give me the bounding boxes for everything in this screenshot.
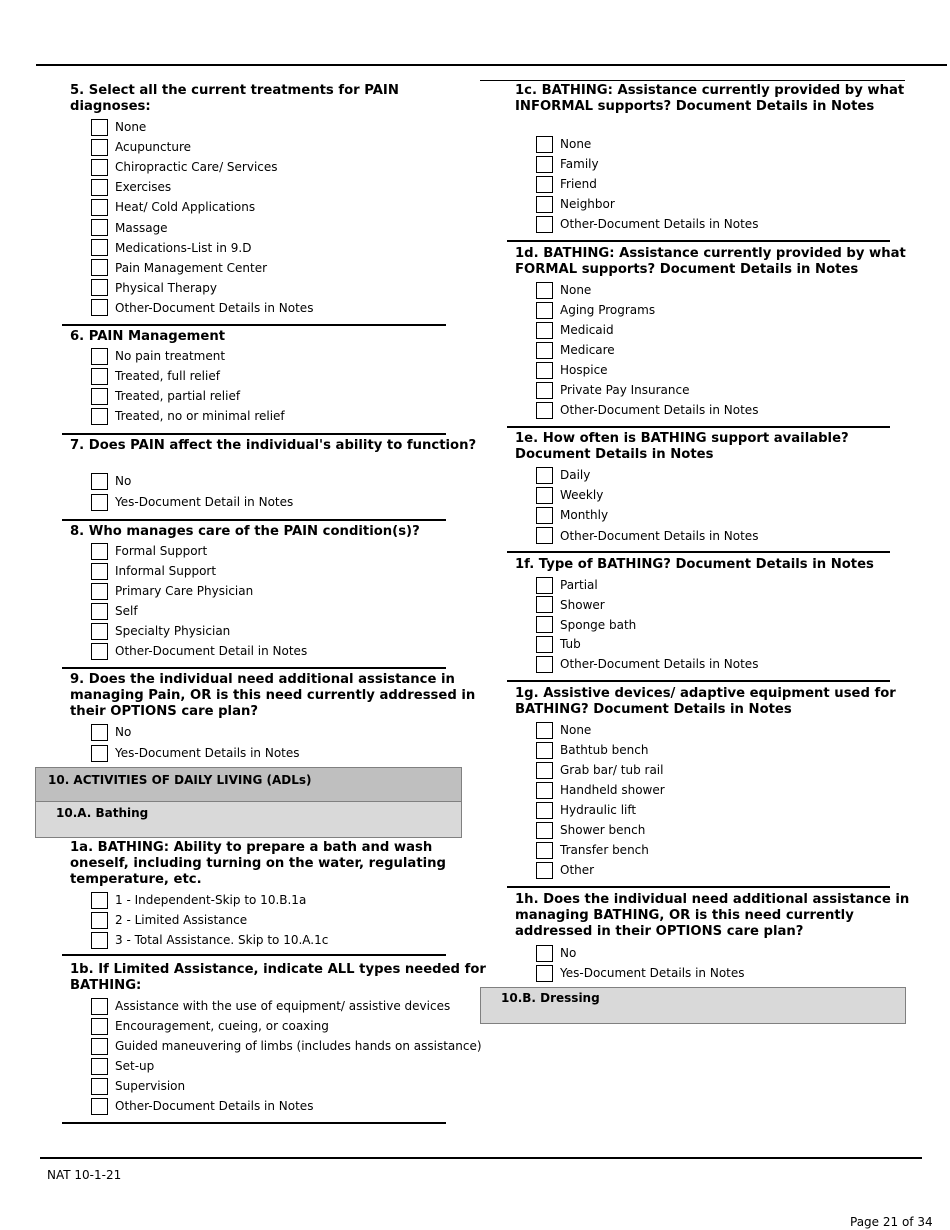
q1g-option[interactable] xyxy=(536,841,649,859)
q8-checkbox[interactable] xyxy=(91,643,108,660)
q1e-title: 1e. How often is BATHING support available? Document Details in Notes xyxy=(515,431,849,462)
q1d-option-label: Hospice xyxy=(560,363,608,377)
q1f-option[interactable] xyxy=(536,596,605,614)
q1a-rule xyxy=(62,954,446,956)
q9-checkbox[interactable] xyxy=(91,745,108,762)
q1b-checkbox[interactable] xyxy=(91,998,108,1015)
bathing-section-band xyxy=(35,801,462,838)
q1g-option-label: Hydraulic lift xyxy=(560,803,637,817)
q1f-option[interactable] xyxy=(536,576,598,594)
q6-option-label: No pain treatment xyxy=(115,349,226,363)
q1e-checkbox[interactable] xyxy=(536,507,553,524)
q1b-option-label: Supervision xyxy=(115,1079,186,1093)
q5-option[interactable] xyxy=(91,138,191,156)
q6-option[interactable] xyxy=(91,407,285,425)
q1g-title: 1g. Assistive devices/ adaptive equipment used for BATHING? Document Details in Notes xyxy=(515,686,896,717)
q5-option-label: None xyxy=(115,120,147,134)
q1g-option[interactable] xyxy=(536,761,663,779)
q8-option-label: Other-Document Detail in Notes xyxy=(115,644,308,658)
q1g-option[interactable] xyxy=(536,741,648,759)
q7-option-label: Yes-Document Detail in Notes xyxy=(115,495,294,509)
q1b-checkbox[interactable] xyxy=(91,1018,108,1035)
q1e-checkbox[interactable] xyxy=(536,467,553,484)
q1d-title: 1d. BATHING: Assistance currently provided by what FORMAL supports? Document Details in Notes xyxy=(515,246,906,277)
q1c-option[interactable] xyxy=(536,215,758,233)
q1b-option[interactable] xyxy=(91,1037,482,1055)
q1g-option-label: None xyxy=(560,723,592,737)
q1g-option-label: Grab bar/ tub rail xyxy=(560,763,664,777)
q6-option[interactable] xyxy=(91,347,225,365)
q1h-option-label: No xyxy=(560,946,577,960)
q1g-option-label: Other xyxy=(560,863,595,877)
q1d-checkbox[interactable] xyxy=(536,322,553,339)
q1d-checkbox[interactable] xyxy=(536,382,553,399)
q1c-option-label: Family xyxy=(560,157,599,171)
q1f-option[interactable] xyxy=(536,635,581,653)
q1b-checkbox[interactable] xyxy=(91,1098,108,1115)
q1a-option-label: 3 - Total Assistance. Skip to 10.A.1c xyxy=(115,933,329,947)
q5-checkbox[interactable] xyxy=(91,159,108,176)
q1d-option[interactable] xyxy=(536,361,608,379)
q9-option-label: No xyxy=(115,725,132,739)
q1d-option[interactable] xyxy=(536,301,655,319)
q1f-rule xyxy=(507,680,890,682)
q5-checkbox[interactable] xyxy=(91,279,108,296)
q1b-checkbox[interactable] xyxy=(91,1058,108,1075)
q1b-option-label: Other-Document Details in Notes xyxy=(115,1099,314,1113)
q1c-title: 1c. BATHING: Assistance currently provided by what INFORMAL supports? Document Details in Notes xyxy=(515,83,905,114)
q5-option[interactable] xyxy=(91,178,171,196)
q1b-option-label: Guided maneuvering of limbs (includes hands on assistance) xyxy=(115,1039,482,1053)
q5-option[interactable] xyxy=(91,299,313,317)
q1g-checkbox[interactable] xyxy=(536,842,553,859)
q8-option-label: Primary Care Physician xyxy=(115,584,254,598)
q7-option-label: No xyxy=(115,474,132,488)
q1b-option[interactable] xyxy=(91,1097,313,1115)
q5-title: 5. Select all the current treatments for PAIN diagnoses: xyxy=(70,83,399,114)
q5-option[interactable] xyxy=(91,158,278,176)
q1f-option-label: Tub xyxy=(560,637,581,652)
q5-checkbox[interactable] xyxy=(91,139,108,156)
q7-option[interactable] xyxy=(91,472,131,490)
q5-option[interactable] xyxy=(91,259,267,277)
q8-checkbox[interactable] xyxy=(91,623,108,640)
q1d-option[interactable] xyxy=(536,341,615,359)
q8-checkbox[interactable] xyxy=(91,583,108,600)
q1f-checkbox[interactable] xyxy=(536,636,553,653)
q1e-rule xyxy=(507,551,890,553)
q6-option-label: Treated, partial relief xyxy=(115,389,241,403)
q5-option-label: Physical Therapy xyxy=(115,280,217,295)
q5-option-label: Chiropractic Care/ Services xyxy=(115,160,278,175)
q1g-option-label: Bathtub bench xyxy=(560,743,649,757)
q1h-checkbox[interactable] xyxy=(536,945,553,962)
q1g-option[interactable] xyxy=(536,821,645,839)
q5-checkbox[interactable] xyxy=(91,259,108,276)
dressing-section-band xyxy=(480,987,906,1024)
q6-option[interactable] xyxy=(91,367,220,385)
q1f-checkbox[interactable] xyxy=(536,616,553,633)
q6-checkbox[interactable] xyxy=(91,348,108,365)
q6-option[interactable] xyxy=(91,387,240,405)
q8-checkbox[interactable] xyxy=(91,543,108,560)
q1a-option[interactable] xyxy=(91,891,306,909)
q7-option[interactable] xyxy=(91,493,293,511)
q1f-title: 1f. Type of BATHING? Document Details in Notes xyxy=(515,557,874,572)
form-id: NAT 10-1-21 xyxy=(47,1168,122,1182)
q1a-checkbox[interactable] xyxy=(91,932,108,949)
q8-title: 8. Who manages care of the PAIN condition(s)? xyxy=(70,524,420,539)
q9-option[interactable] xyxy=(91,744,300,762)
q1b-option[interactable] xyxy=(91,1057,154,1075)
q5-option-label: Pain Management Center xyxy=(115,260,268,275)
q1c-rule xyxy=(507,240,890,242)
q1d-option[interactable] xyxy=(536,401,758,419)
q1g-option[interactable] xyxy=(536,861,594,879)
q7-rule xyxy=(62,519,446,521)
q1c-option-label: Friend xyxy=(560,177,597,191)
q1e-option[interactable] xyxy=(536,486,603,504)
q1d-option[interactable] xyxy=(536,281,591,299)
q1b-option[interactable] xyxy=(91,1017,329,1035)
adl-section-title: 10. ACTIVITIES OF DAILY LIVING (ADLs) xyxy=(48,773,312,787)
q1f-checkbox[interactable] xyxy=(536,656,553,673)
q5-checkbox[interactable] xyxy=(91,199,108,216)
q1h-title: 1h. Does the individual need additional assistance in managing BATHING, OR is this need currently addressed in their OPTIONS care plan? xyxy=(515,892,910,939)
q6-checkbox[interactable] xyxy=(91,388,108,405)
q5-option-label: Massage xyxy=(115,220,168,235)
q9-option-label: Yes-Document Details in Notes xyxy=(115,746,300,760)
q1e-checkbox[interactable] xyxy=(536,487,553,504)
q1d-option[interactable] xyxy=(536,381,690,399)
q1d-option-label: Medicaid xyxy=(560,323,614,337)
q1h-checkbox[interactable] xyxy=(536,965,553,982)
q1b-option-label: Assistance with the use of equipment/ assistive devices xyxy=(115,999,451,1013)
q1f-option-label: Partial xyxy=(560,578,598,592)
q5-checkbox[interactable] xyxy=(91,219,108,236)
q1g-option-label: Handheld shower xyxy=(560,783,665,797)
bathing-section-title: 10.A. Bathing xyxy=(56,806,149,820)
q1c-option-label: None xyxy=(560,137,592,151)
footer-rule xyxy=(40,1157,922,1159)
q1a-checkbox[interactable] xyxy=(91,912,108,929)
q1c-option-label: Other-Document Details in Notes xyxy=(560,217,759,231)
q1g-checkbox[interactable] xyxy=(536,722,553,739)
q5-option[interactable] xyxy=(91,239,251,257)
q1h-option[interactable] xyxy=(536,944,576,962)
q1d-checkbox[interactable] xyxy=(536,282,553,299)
dressing-section-title: 10.B. Dressing xyxy=(501,991,600,1005)
q1f-option-label: Other-Document Details in Notes xyxy=(560,657,759,672)
q1e-option[interactable] xyxy=(536,527,758,545)
q1b-option[interactable] xyxy=(91,997,450,1015)
q1d-option[interactable] xyxy=(536,321,614,339)
q1f-option-label: Shower xyxy=(560,597,605,612)
q1g-checkbox[interactable] xyxy=(536,762,553,779)
q1g-checkbox[interactable] xyxy=(536,802,553,819)
q7-checkbox[interactable] xyxy=(91,473,108,490)
q8-option[interactable] xyxy=(91,562,216,580)
q1d-option-label: Aging Programs xyxy=(560,303,656,317)
q7-title: 7. Does PAIN affect the individual's ability to function? xyxy=(70,438,477,453)
q1d-option-label: None xyxy=(560,283,592,297)
q1b-checkbox[interactable] xyxy=(91,1038,108,1055)
q1e-checkbox[interactable] xyxy=(536,527,553,544)
q1d-checkbox[interactable] xyxy=(536,302,553,319)
q9-title: 9. Does the individual need additional assistance in managing Pain, OR is this need currently addressed in their OPTIONS care plan? xyxy=(70,672,476,719)
q1a-option-label: 2 - Limited Assistance xyxy=(115,913,248,927)
q5-option[interactable] xyxy=(91,279,217,297)
q1g-checkbox[interactable] xyxy=(536,862,553,879)
q1a-checkbox[interactable] xyxy=(91,892,108,909)
q1a-option-label: 1 - Independent-Skip to 10.B.1a xyxy=(115,893,307,907)
q8-checkbox[interactable] xyxy=(91,563,108,580)
q6-rule xyxy=(62,433,446,435)
q1b-option[interactable] xyxy=(91,1077,185,1095)
q5-rule xyxy=(62,324,446,326)
q1g-option-label: Shower bench xyxy=(560,823,646,837)
q1g-checkbox[interactable] xyxy=(536,822,553,839)
q1c-option[interactable] xyxy=(536,135,591,153)
q8-checkbox[interactable] xyxy=(91,603,108,620)
q5-option-label: Other-Document Details in Notes xyxy=(115,300,314,315)
q1c-checkbox[interactable] xyxy=(536,196,553,213)
q9-checkbox[interactable] xyxy=(91,724,108,741)
q8-option[interactable] xyxy=(91,542,207,560)
header-rule xyxy=(36,64,947,66)
q1b-option-label: Set-up xyxy=(115,1059,155,1073)
q1a-option[interactable] xyxy=(91,911,247,929)
q9-option[interactable] xyxy=(91,723,131,741)
q1b-option-label: Encouragement, cueing, or coaxing xyxy=(115,1019,329,1033)
q1f-option[interactable] xyxy=(536,616,636,634)
q1e-option-label: Weekly xyxy=(560,488,604,503)
q5-checkbox[interactable] xyxy=(91,239,108,256)
adl-section-band xyxy=(35,767,462,802)
right-column-top-rule xyxy=(480,80,905,81)
q5-option[interactable] xyxy=(91,198,255,216)
q8-option[interactable] xyxy=(91,642,307,660)
q1e-option[interactable] xyxy=(536,506,608,524)
q1e-option-label: Monthly xyxy=(560,508,609,523)
q1d-option-label: Other-Document Details in Notes xyxy=(560,403,759,417)
q1c-option[interactable] xyxy=(536,175,597,193)
q1g-option[interactable] xyxy=(536,801,636,819)
q1d-rule xyxy=(507,426,890,428)
q1e-option-label: Other-Document Details in Notes xyxy=(560,528,759,543)
q8-option-label: Informal Support xyxy=(115,564,217,578)
q1c-checkbox[interactable] xyxy=(536,136,553,153)
q5-option-label: Heat/ Cold Applications xyxy=(115,200,256,215)
q5-option[interactable] xyxy=(91,118,146,136)
q1f-checkbox[interactable] xyxy=(536,596,553,613)
q1c-checkbox[interactable] xyxy=(536,176,553,193)
q8-rule xyxy=(62,667,446,669)
page-number: Page 21 of 34 xyxy=(850,1215,933,1229)
q1b-rule xyxy=(62,1122,446,1124)
q6-option-label: Treated, no or minimal relief xyxy=(115,409,285,423)
q8-option-label: Self xyxy=(115,604,138,618)
q5-option-label: Acupuncture xyxy=(115,140,191,155)
q8-option[interactable] xyxy=(91,582,253,600)
q6-checkbox[interactable] xyxy=(91,368,108,385)
q1d-option-label: Medicare xyxy=(560,343,615,357)
q8-option[interactable] xyxy=(91,602,138,620)
q1g-rule xyxy=(507,886,890,888)
q1e-option[interactable] xyxy=(536,466,590,484)
q1g-option[interactable] xyxy=(536,721,591,739)
q1c-checkbox[interactable] xyxy=(536,156,553,173)
q8-option[interactable] xyxy=(91,622,230,640)
q1h-option-label: Yes-Document Details in Notes xyxy=(560,966,745,980)
q8-option-label: Formal Support xyxy=(115,544,208,558)
q1d-checkbox[interactable] xyxy=(536,402,553,419)
q1d-checkbox[interactable] xyxy=(536,362,553,379)
q1d-checkbox[interactable] xyxy=(536,342,553,359)
q1g-checkbox[interactable] xyxy=(536,742,553,759)
q5-option[interactable] xyxy=(91,219,168,237)
q1e-option-label: Daily xyxy=(560,468,591,482)
q6-checkbox[interactable] xyxy=(91,408,108,425)
q1b-title: 1b. If Limited Assistance, indicate ALL types needed for BATHING: xyxy=(70,962,486,993)
q5-option-label: Medications-List in 9.D xyxy=(115,240,252,255)
q1c-option[interactable] xyxy=(536,155,599,173)
q8-option-label: Specialty Physician xyxy=(115,624,231,638)
q5-checkbox[interactable] xyxy=(91,119,108,136)
q5-option-label: Exercises xyxy=(115,180,172,195)
q6-title: 6. PAIN Management xyxy=(70,329,226,344)
q1f-option-label: Sponge bath xyxy=(560,617,637,632)
q1h-option[interactable] xyxy=(536,964,745,982)
q1c-checkbox[interactable] xyxy=(536,216,553,233)
q7-checkbox[interactable] xyxy=(91,494,108,511)
q1c-option[interactable] xyxy=(536,195,615,213)
q1g-option-label: Transfer bench xyxy=(560,843,649,857)
q6-option-label: Treated, full relief xyxy=(115,369,220,383)
q1a-option[interactable] xyxy=(91,931,328,949)
q1b-checkbox[interactable] xyxy=(91,1078,108,1095)
q1f-checkbox[interactable] xyxy=(536,577,553,594)
q5-checkbox[interactable] xyxy=(91,299,108,316)
q5-checkbox[interactable] xyxy=(91,179,108,196)
q1c-option-label: Neighbor xyxy=(560,197,615,211)
q1f-option[interactable] xyxy=(536,655,758,673)
q1g-option[interactable] xyxy=(536,781,665,799)
q1a-title: 1a. BATHING: Ability to prepare a bath and wash oneself, including turning on the water, regulating temperature, etc. xyxy=(70,840,446,887)
q1d-option-label: Private Pay Insurance xyxy=(560,383,690,397)
q1g-checkbox[interactable] xyxy=(536,782,553,799)
